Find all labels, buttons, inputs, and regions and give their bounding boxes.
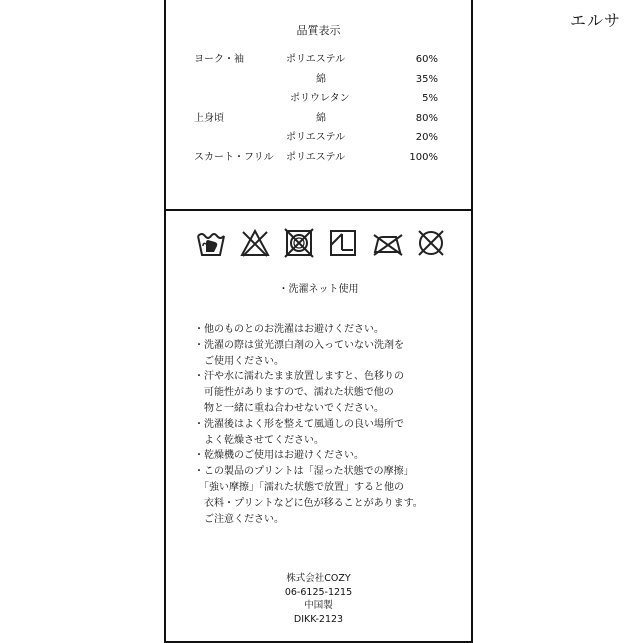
quality-row: [166, 131, 466, 145]
care-note-line: よく乾燥させてください。: [194, 434, 324, 446]
care-note-line: ご使用ください。: [194, 355, 284, 367]
care-symbols: [196, 228, 446, 266]
product-name-tag: エルサ: [570, 11, 622, 30]
company-name: 株式会社COZY: [286, 573, 351, 584]
care-notes: [194, 322, 464, 527]
care-note-line: 可能性がありますので、濡れた状態で他の: [194, 387, 394, 399]
material: 綿: [316, 112, 326, 124]
material-percent: 100%: [409, 151, 438, 163]
wash-net-note: ・洗濯ネット使用: [278, 284, 359, 295]
country-of-origin: 中国製: [304, 600, 333, 611]
care-note-line: 衣料・プリントなどに色が移ることがあります。: [194, 497, 423, 509]
garment-part: スカート・フリル: [194, 151, 274, 163]
no-bleach-icon: [240, 228, 270, 258]
line-dry-shade-icon: [328, 228, 358, 258]
care-note-line: ・汗や水に濡れたまま放置しますと、色移りの: [194, 371, 404, 383]
care-note-line: ・乾燥機のご使用はお避けください。: [194, 450, 364, 462]
care-note-line: 「強い摩擦」「濡れた状態で放置」すると他の: [194, 481, 404, 493]
no-iron-icon: [372, 228, 404, 258]
section-divider: [166, 209, 471, 211]
material-percent: 80%: [415, 112, 438, 124]
garment-part: ヨーク・袖: [194, 54, 244, 65]
care-note-line: ・洗濯後はよく形を整えて風通しの良い場所で: [194, 418, 404, 430]
care-note-line: ・他のものとのお洗濯はお避けください。: [194, 324, 384, 335]
material: ポリエステル: [286, 151, 346, 163]
material-percent: 5%: [422, 93, 438, 104]
material-percent: 20%: [415, 132, 438, 143]
material: ポリエステル: [286, 54, 346, 65]
material-percent: 35%: [415, 73, 438, 85]
quality-row: [166, 53, 466, 67]
quality-row: [166, 112, 466, 126]
quality-row: [166, 73, 466, 87]
no-dry-clean-icon: [416, 228, 446, 258]
quality-row: [166, 92, 466, 106]
quality-row: [166, 151, 466, 165]
material: 綿: [316, 73, 326, 85]
material: ポリウレタン: [290, 93, 350, 104]
company-phone: 06-6125-1215: [284, 586, 353, 598]
no-tumble-dry-icon: [284, 228, 314, 258]
product-code: DIKK-2123: [293, 613, 344, 625]
material-percent: 60%: [415, 54, 438, 65]
care-note-line: ご注意ください。: [194, 513, 284, 525]
material: ポリエステル: [286, 132, 346, 143]
care-note-line: 物と一緒に重ね合わせないでください。: [194, 402, 384, 414]
garment-part: 上身頃: [194, 112, 224, 124]
care-note-line: ・この製品のプリントは「湿った状態での摩擦」: [194, 466, 414, 478]
quality-title: 品質表示: [296, 24, 341, 37]
hand-wash-30-icon: [196, 228, 226, 258]
care-label: [164, 0, 473, 643]
care-note-line: ・洗濯の際は蛍光漂白剤の入っていない洗剤を: [194, 339, 404, 351]
company-info: [166, 572, 471, 626]
